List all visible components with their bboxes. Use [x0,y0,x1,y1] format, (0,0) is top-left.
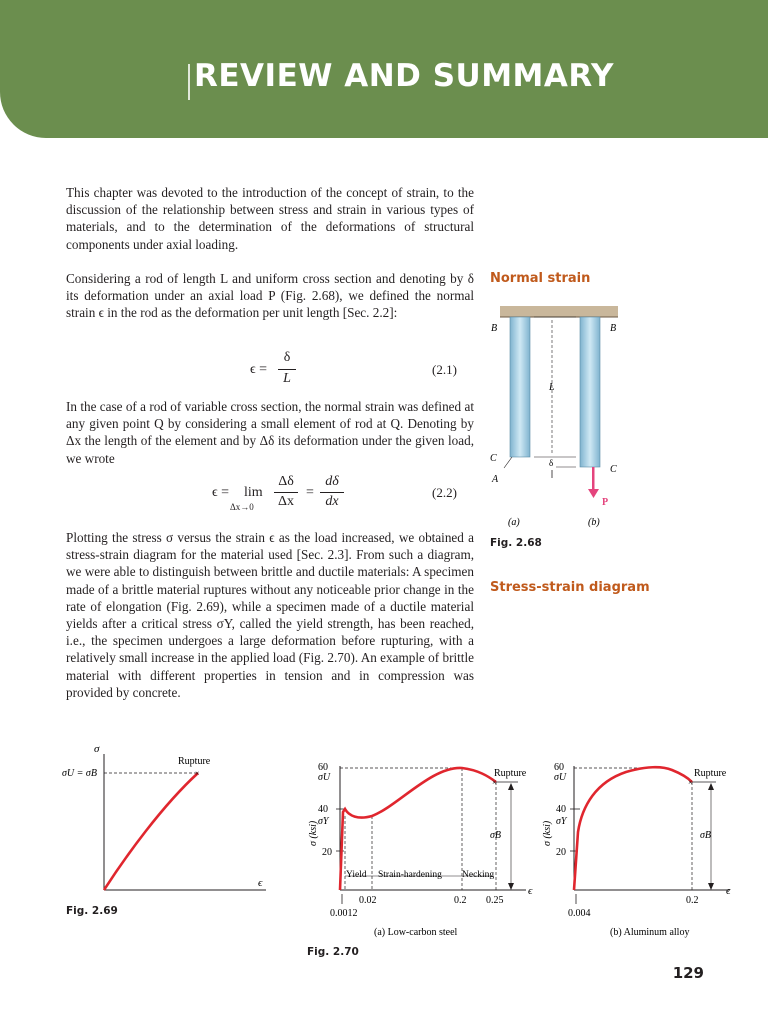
label-strain-hardening: Strain-hardening [378,870,442,880]
equation-2-2 [66,472,474,512]
eq-lhs: ϵ = [250,362,268,377]
tick-label-40: 40 [556,804,566,815]
label-subfig-b: (b) [588,517,600,528]
figure-2-70a [296,752,536,948]
rod-a [510,317,530,457]
label-rupture: Rupture [178,756,211,767]
label-sigma-y: σY [318,816,329,827]
rupture-mark: × [492,778,497,787]
label-necking: Necking [462,870,495,880]
eq-numerator: δ [283,350,291,365]
paragraph-stress-strain [66,529,474,701]
label-b: B [491,323,498,334]
label-a: A [492,474,499,485]
dimension-arrow [508,883,514,890]
tick-label-0-2: 0.2 [686,895,699,906]
paragraph-text: Considering a rod of length L and uniform cross section and denoting by δ its deformation under an axial load P (Fig. 2.68), we defined the normal strain ϵ in the rod as the deformation per unit length [Sec. 2.2]: [66,271,474,321]
label-sigma-u: σU [318,772,331,783]
banner-rule [188,64,190,100]
tick-label-60: 60 [318,762,328,773]
label-sigma-b: σB [700,830,712,841]
label-l: L [549,382,555,393]
leader-line [504,457,512,468]
figure-2-69 [56,738,286,908]
axis-label-y: σ (ksi) [542,820,553,846]
fraction-bar [274,492,298,493]
figure-2-70b [534,752,738,948]
eq-lim-subscript: Δx→0 [230,502,254,512]
ceiling-support [500,306,618,317]
subfigure-caption: (a) Low-carbon steel [374,927,458,938]
label-delta: δ [549,458,554,468]
label-c: C [490,453,497,464]
label-b: B [610,323,617,334]
rupture-mark: × [688,778,693,787]
axis-label-sigma: σ [94,743,100,755]
paragraph-normal-strain [66,270,474,322]
equation-number: (2.1) [432,362,457,377]
rod-b [580,317,600,467]
paragraph-text: Plotting the stress σ versus the strain ϵ as the load increased, we obtained a stress-strain diagram for the material used [Sec. 2.3]. From such a diagram, we were able to distinguish between brittle and ductile materials: A specimen made of a brittle material ruptures without any noticeable prior change in the rate of elongation (Fig. 2.69), while a specimen made of a ductile material yields after a critical stress σY, called the yield strength, has been reached, i.e., the specimen undergoes a large deformation before rupturing, with a relatively small increase in the applied load (Fig. 2.70). An example of brittle material with different properties in tension and in compression was provided by concrete. [66,530,474,700]
label-sigma-u: σU [554,772,567,783]
label-p: P [602,497,609,508]
eq-denominator: Δx [277,494,294,509]
label-subfig-a: (a) [508,517,520,528]
subfigure-caption: (b) Aluminum alloy [610,927,690,938]
label-rupture: Rupture [494,768,527,779]
eq-lhs: ϵ = [212,485,230,500]
load-arrow-shaft [592,467,595,491]
tick-label-0-02: 0.02 [359,895,377,906]
label-sigma-b: σB [490,830,502,841]
label-rupture: Rupture [694,768,727,779]
label-sigma-y: σY [556,816,567,827]
stress-strain-curve [574,767,692,890]
tick-label-40: 40 [318,804,328,815]
eq-denominator: dx [325,494,339,509]
paragraph-variable-section [66,398,474,467]
rupture-mark: × [195,769,200,778]
label-yield: Yield [346,870,367,880]
eq-denominator: L [283,371,291,386]
figure-2-68 [486,300,636,530]
chapter-title: REVIEW AND SUMMARY [194,58,615,94]
tick-label-0-004: 0.004 [568,908,591,919]
tick-label-0-25: 0.25 [486,895,504,906]
equation-2-1 [66,350,474,390]
eq-numerator: Δδ [278,474,294,489]
eq-equals: = [306,485,314,500]
load-arrow-head [588,489,599,498]
tick-label-60: 60 [554,762,564,773]
eq-lim: lim [244,485,263,500]
figure-caption-2-70: Fig. 2.70 [307,946,359,958]
tick-label-0-2: 0.2 [454,895,467,906]
figure-caption-2-69: Fig. 2.69 [66,905,118,917]
stress-strain-curve [104,773,198,890]
page-number: 129 [672,964,704,982]
eq-numerator: dδ [325,474,339,489]
tick-label-20: 20 [322,847,332,858]
label-sigma-u: σU = σB [62,768,97,779]
equation-number: (2.2) [432,485,457,500]
paragraph-text: This chapter was devoted to the introduction of the concept of strain, to the discussion of the relationship between stress and strain in various types of materials, and to the determination of the deformations of structural components under axial loading. [66,185,474,252]
figure-caption-2-68: Fig. 2.68 [490,537,542,549]
sidebar-heading-stress-strain: Stress-strain diagram [490,580,650,595]
axis-label-epsilon: ϵ [528,885,533,897]
dimension-arrow [508,783,514,790]
sidebar-heading-normal-strain: Normal strain [490,271,591,286]
tick-label-0-0012: 0.0012 [330,908,358,919]
axis-label-epsilon: ϵ [258,877,263,889]
tick-label-20: 20 [556,847,566,858]
paragraph-intro [66,184,474,253]
paragraph-text: In the case of a rod of variable cross section, the normal strain was defined at any given point Q by considering a small element of rod at Q. Denoting by Δx the length of the element and by Δδ its deformation under the given load, we wrote [66,399,474,466]
label-c: C [610,464,617,475]
dimension-arrow [708,883,714,890]
fraction-bar [278,369,296,370]
fraction-bar [320,492,344,493]
dimension-arrow [708,783,714,790]
axis-label-epsilon: ϵ [726,885,731,897]
axis-label-y: σ (ksi) [308,820,319,846]
